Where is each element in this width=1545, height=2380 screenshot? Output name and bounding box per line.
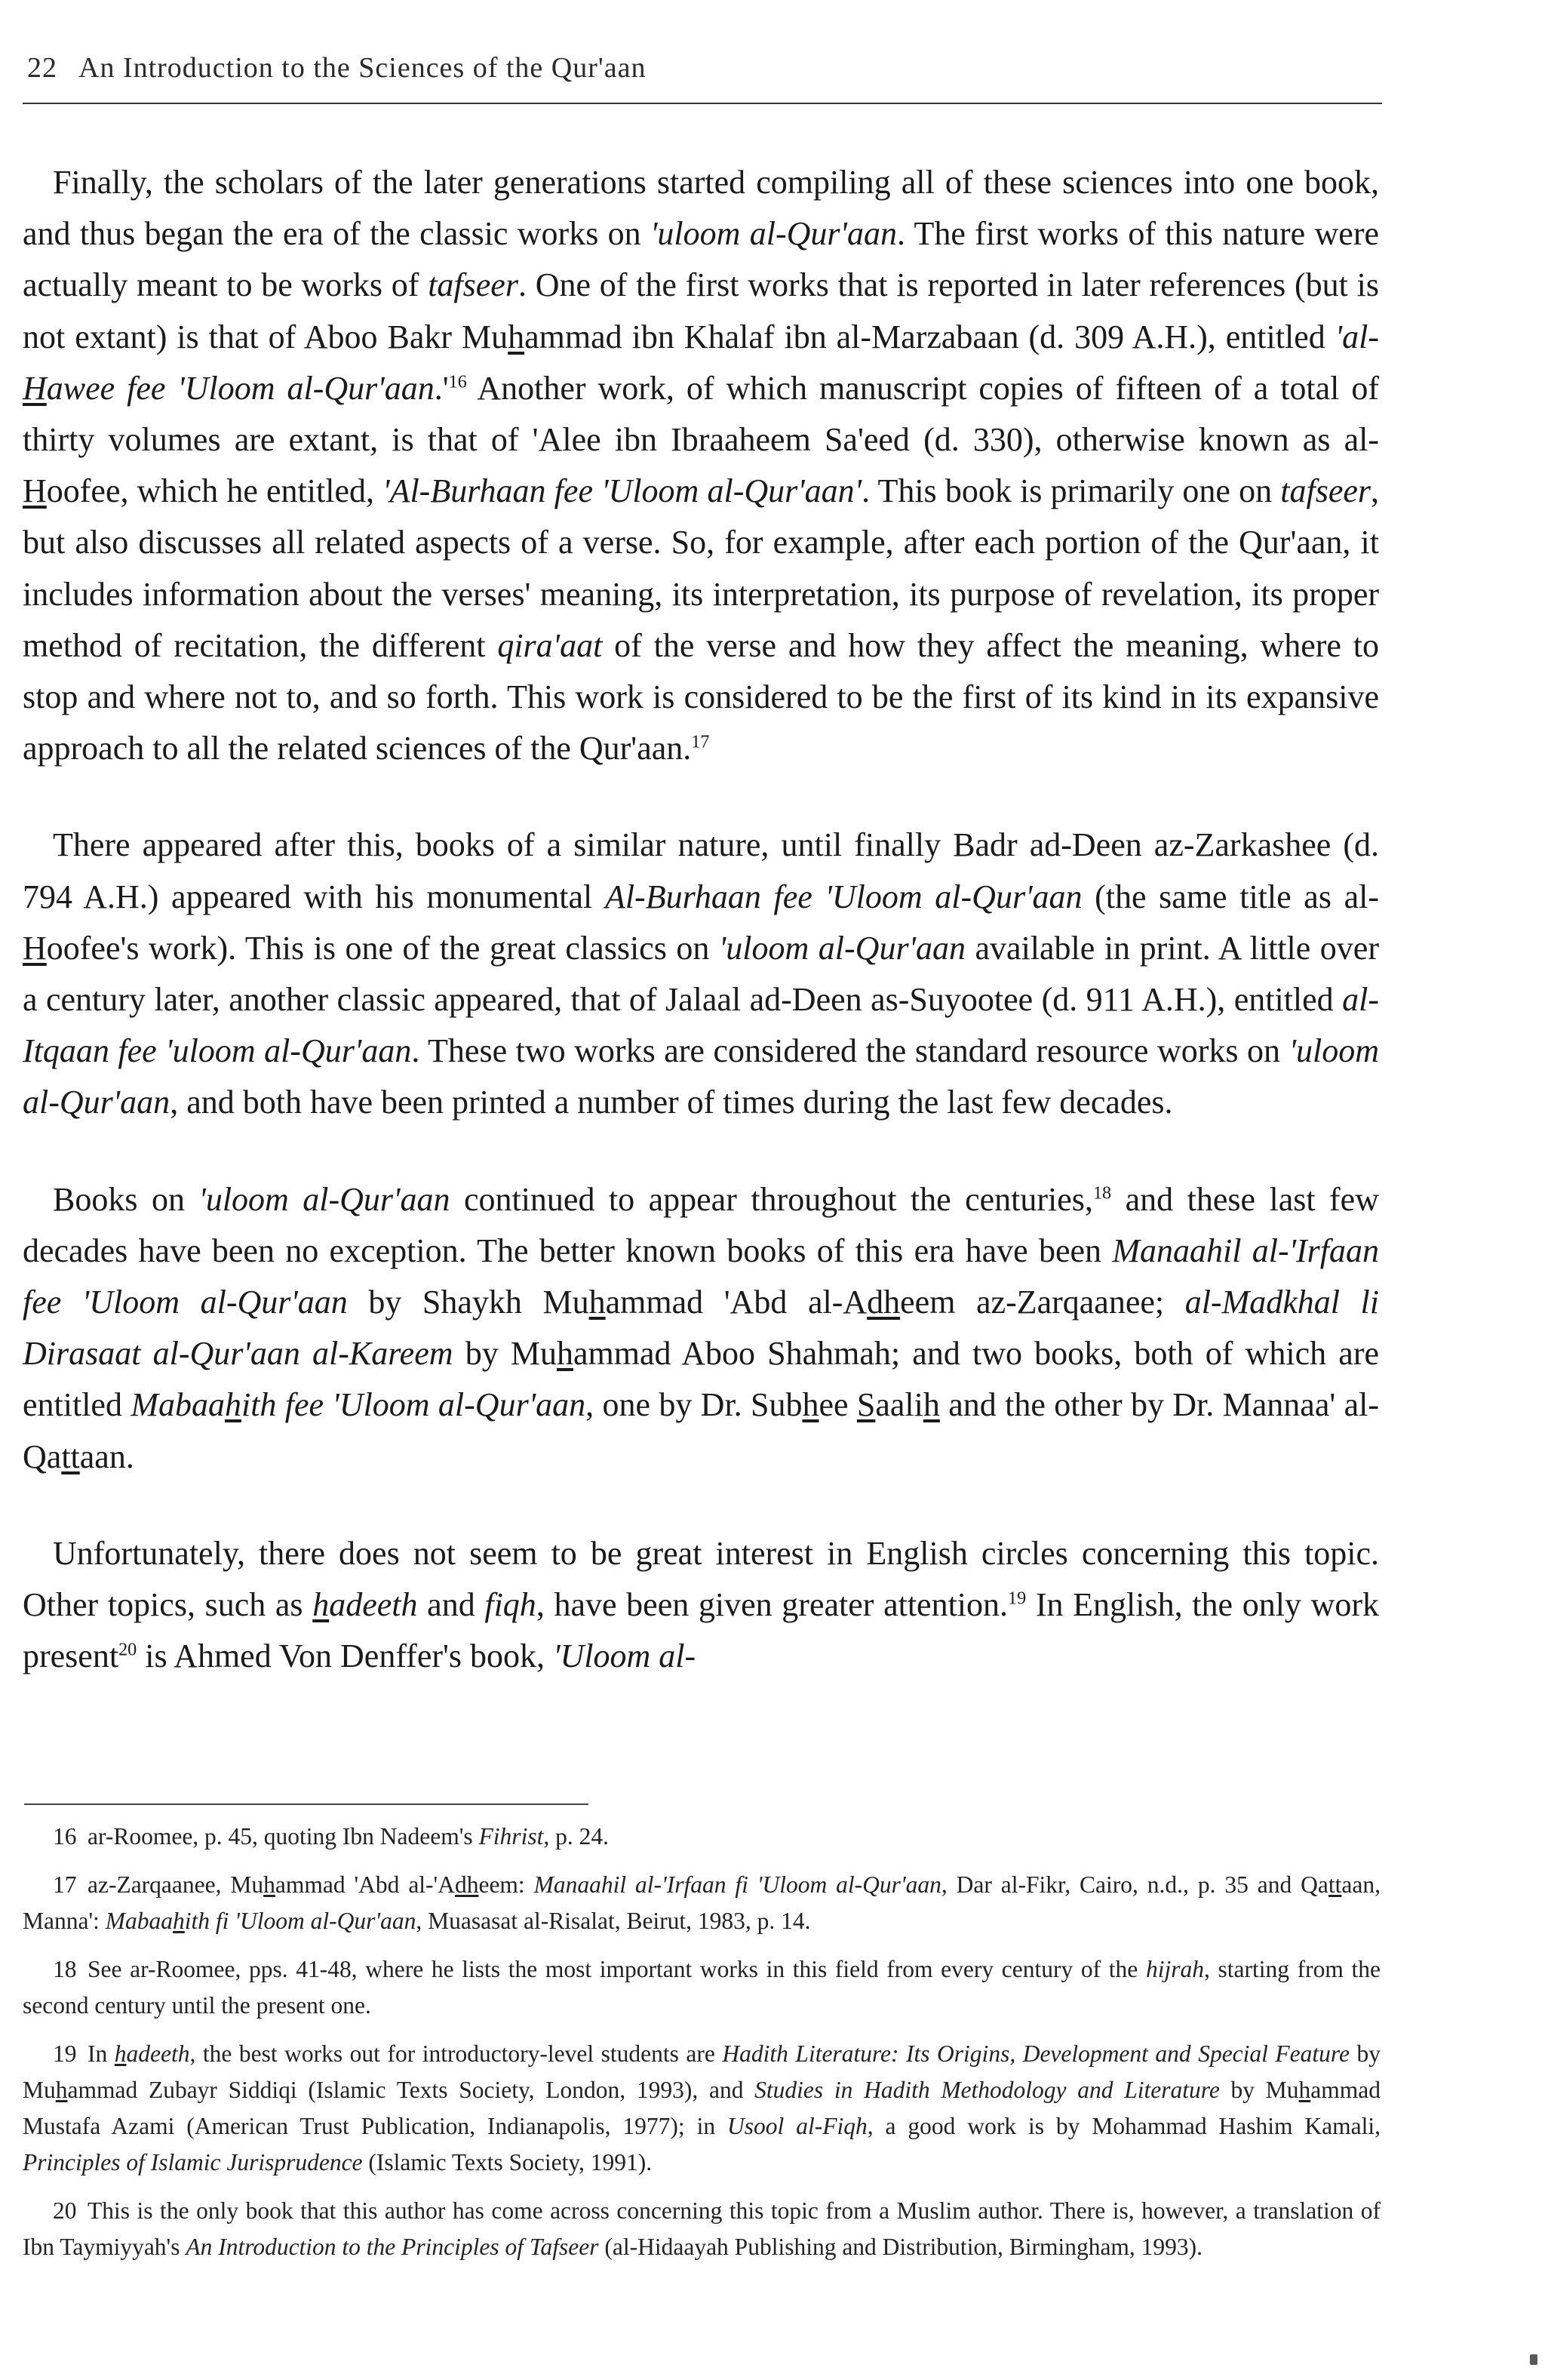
text-run: , but also discusses all related aspects of a verse. So, for example, after each portion of the Qur'aan, it includes information about the verses' meaning, its interpretation, its purpose of revelation, its proper method of recitation, the different: [23, 472, 1380, 664]
footnote-text: [23, 2197, 1381, 2260]
italic-text: 'uloom al-Qur'aan: [198, 1180, 450, 1218]
text-run: aan, Manna':: [23, 1871, 1381, 1934]
paragraph: [23, 157, 1379, 774]
text-run: oofee, which he entitled,: [46, 472, 383, 510]
italic-text: Manaahil al-'Irfaan fi 'Uloom al-Qur'aan: [533, 1871, 941, 1898]
scroll-handle[interactable]: [1530, 2354, 1537, 2365]
italic-text: tafseer: [428, 266, 518, 304]
underlined-letter: H: [23, 929, 47, 967]
text-run: aali: [875, 1386, 923, 1424]
italic-text: Studies in Hadith Methodology and Literature: [754, 2077, 1220, 2103]
italic-text: 'Uloom al-: [553, 1637, 696, 1675]
italic-text: 'al-: [1335, 318, 1379, 355]
underlined-letter: S: [856, 1386, 876, 1424]
text-run: by Mu: [23, 2040, 1381, 2103]
footnote-text: [23, 2040, 1381, 2176]
underlined-letter: tt: [1328, 1871, 1342, 1898]
text-run: ammad Zubayr Siddiqi (Islamic Texts Society, London, 1993), and: [67, 2077, 755, 2103]
text-run: , the best works out for introductory-level students are: [189, 2040, 723, 2067]
text-run: by Mu: [453, 1335, 557, 1373]
text-run: (al-Hidaayah Publishing and Distribution, Birmingham, 1993).: [598, 2234, 1203, 2260]
footnote-text: [23, 1956, 1381, 2019]
underlined-letter: dh: [454, 1871, 479, 1898]
footnote-number: 19: [53, 2040, 77, 2067]
text-run: is Ahmed Von Denffer's book,: [137, 1637, 554, 1675]
text-run: ar-Roomee, p. 45, quoting Ibn Nadeem's: [88, 1823, 479, 1850]
text-run: and the other by Dr. Mannaa' al-Qa: [23, 1386, 1380, 1475]
italic-text: Mabaa: [105, 1908, 174, 1934]
text-run: by Mu: [1219, 2077, 1299, 2103]
paragraph: [23, 1528, 1379, 1683]
text-run: Unfortunately, there does not seem to be great interest in English circles concerning this topic. Other topics, such as: [23, 1534, 1379, 1624]
italic-text: fiqh: [484, 1586, 536, 1624]
underlined-letter: h: [556, 1335, 573, 1373]
text-run: , one by Dr. Sub: [585, 1386, 803, 1424]
footnotes: [23, 1819, 1381, 2277]
italic-text: al-Itqaan fee 'uloom al-Qur'aan: [23, 981, 1379, 1070]
text-run: , a good work is by Mohammad Hashim Kamali,: [867, 2113, 1381, 2139]
footnote-number: 16: [53, 1823, 77, 1850]
text-run: eem az-Zarqaanee;: [900, 1284, 1185, 1321]
italic-text: Fihrist: [478, 1823, 544, 1850]
italic-text: Principles of Islamic Jurisprudence: [23, 2149, 363, 2176]
italic-text: hijrah: [1145, 1956, 1204, 1982]
footnote-rule: [24, 1803, 588, 1805]
footnote-ref: 18: [1092, 1182, 1112, 1203]
text-run: . One of the first works that is reported in later references (but is not extant) is that of Aboo Bakr Mu: [23, 266, 1379, 355]
underlined-letter: h: [173, 1908, 185, 1934]
underlined-letter: h: [263, 1871, 275, 1898]
italic-text: 'uloom al-Qur'aan: [718, 929, 966, 967]
footnote-number: 18: [53, 1956, 77, 1982]
running-head: [27, 51, 1385, 85]
underlined-letter: h: [312, 1586, 330, 1624]
page-number: 22: [27, 52, 57, 84]
italic-text: adeeth: [329, 1586, 418, 1624]
text-run: ammad 'Abd al-A: [605, 1284, 868, 1321]
text-run: ammad Aboo Shahmah; and two books, both of which are entitled: [23, 1335, 1380, 1424]
footnote: [23, 1819, 1381, 1855]
italic-text: ith fee 'Uloom al-Qur'aan: [241, 1386, 586, 1424]
text-run: Another work, of which manuscript copies of fifteen of a total of thirty volumes are extant, is that of 'Alee ibn Ibraaheem Sa'eed (d. 330), otherwise known as al-: [23, 369, 1380, 459]
text-run: , Muasasat al-Risalat, Beirut, 1983, p. 14.: [416, 1908, 811, 1934]
text-run: , and both have been printed a number of times during the last few decades.: [170, 1084, 1173, 1121]
text-run: , have been given greater attention.: [536, 1586, 1009, 1624]
footnote-ref: 19: [1008, 1588, 1027, 1609]
text-run: See ar-Roomee, pps. 41-48, where he lists the most important works in this field from every century of the: [88, 1956, 1146, 1982]
italic-text: qira'aat: [497, 626, 603, 664]
text-run: , p. 24.: [543, 1823, 609, 1850]
text-run: Finally, the scholars of the later generations started compiling all of these sciences into one book, and thus began the era of the classic works on: [23, 164, 1379, 253]
text-run: Books on: [53, 1180, 199, 1218]
text-run: aan.: [79, 1438, 134, 1475]
underlined-letter: H: [23, 369, 47, 407]
footnote-text: [23, 1871, 1381, 1934]
paragraph: [23, 1174, 1379, 1483]
text-run: (the same title as al-: [1082, 878, 1379, 915]
underlined-letter: dh: [867, 1284, 901, 1321]
italic-text: 'Al-Burhaan fee 'Uloom al-Qur'aan': [382, 472, 862, 510]
footnote-ref: 20: [118, 1639, 137, 1660]
underlined-letter: tt: [61, 1438, 80, 1475]
text-run: oofee's work). This is one of the great classics on: [46, 929, 719, 967]
text-run: . This book is primarily one on: [862, 472, 1281, 510]
text-run: ammad ibn Khalaf ibn al-Marzabaan (d. 309 A.H.), entitled: [524, 318, 1335, 355]
text-run: , starting from the second century until the present one.: [23, 1956, 1381, 2019]
footnote: [23, 1867, 1381, 1939]
text-run: by Shaykh Mu: [347, 1284, 589, 1321]
underlined-letter: h: [1298, 2077, 1311, 2103]
text-run: and: [417, 1586, 485, 1624]
footnote: [23, 2193, 1381, 2265]
underlined-letter: h: [114, 2040, 127, 2067]
italic-text: An Introduction to the Principles of Tafseer: [186, 2234, 599, 2260]
body-text: [23, 157, 1379, 1682]
footnote-ref: 17: [691, 731, 710, 752]
footnote: [23, 2036, 1381, 2181]
underlined-letter: H: [23, 472, 47, 510]
text-run: .': [434, 369, 449, 407]
text-run: (Islamic Texts Society, 1991).: [362, 2149, 653, 2176]
header-rule: [23, 103, 1382, 104]
underlined-letter: h: [588, 1284, 606, 1321]
footnote: [23, 1951, 1381, 2024]
text-run: available in print. A little over a century later, another classic appeared, that of Jalaal ad-Deen as-Suyootee (d. 911 A.H.), entitled: [23, 929, 1379, 1019]
running-head-title: An Introduction to the Sciences of the Qur'aan: [78, 52, 647, 84]
underlined-letter: h: [55, 2077, 68, 2103]
text-run: In: [88, 2040, 115, 2067]
italic-text: Al-Burhaan fee 'Uloom al-Qur'aan: [604, 878, 1083, 915]
underlined-letter: h: [508, 318, 525, 355]
text-run: There appeared after this, books of a similar nature, until finally Badr ad-Deen az-Zarkashee (d. 794 A.H.) appeared with his monumental: [23, 826, 1379, 915]
text-run: az-Zarqaanee, Mu: [88, 1871, 264, 1898]
footnote-number: 17: [53, 1871, 77, 1898]
text-run: . The first works of this nature were actually meant to be works of: [23, 215, 1379, 304]
text-run: ammad 'Abd al-'A: [275, 1871, 455, 1898]
text-run: ee: [819, 1386, 857, 1424]
text-run: In English, the only work present: [23, 1586, 1379, 1675]
text-run: . These two works are considered the standard resource works on: [411, 1032, 1289, 1070]
footnote-number: 20: [53, 2197, 77, 2224]
italic-text: Usool al-Fiqh: [727, 2113, 868, 2139]
italic-text: tafseer: [1280, 472, 1371, 510]
italic-text: Mabaa: [131, 1386, 225, 1424]
underlined-letter: h: [923, 1386, 940, 1424]
italic-text: Hadith Literature: Its Origins, Development and Special Feature: [722, 2040, 1350, 2067]
italic-text: 'uloom al-Qur'aan: [650, 215, 897, 253]
italic-text: awee fee 'Uloom al-Qur'aan: [46, 369, 435, 407]
text-run: , Dar al-Fikr, Cairo, n.d., p. 35 and Qa: [941, 1871, 1328, 1898]
text-run: ammad Mustafa Azami (American Trust Publication, Indianapolis, 1977); in: [23, 2077, 1381, 2139]
footnote-text: [88, 1823, 609, 1850]
text-run: eem:: [478, 1871, 534, 1898]
text-run: and these last few decades have been no exception. The better known books of this era have been: [23, 1180, 1379, 1269]
paragraph: [23, 819, 1379, 1128]
underlined-letter: h: [802, 1386, 819, 1424]
underlined-letter: h: [224, 1386, 241, 1424]
italic-text: al-Madkhal li Dirasaat al-Qur'aan al-Kareem: [23, 1284, 1379, 1373]
italic-text: Manaahil al-'Irfaan fee 'Uloom al-Qur'aan: [23, 1232, 1380, 1321]
italic-text: 'uloom al-Qur'aan: [23, 1032, 1379, 1121]
italic-text: adeeth: [126, 2040, 190, 2067]
text-run: This is the only book that this author has come across concerning this topic from a Muslim author. There is, however, a translation of Ibn Taymiyyah's: [23, 2197, 1381, 2260]
italic-text: ith fi 'Uloom al-Qur'aan: [184, 1908, 416, 1934]
footnote-ref: 16: [448, 371, 467, 392]
text-run: continued to appear throughout the centuries,: [450, 1180, 1093, 1218]
text-run: of the verse and how they affect the meaning, where to stop and where not to, and so forth. This work is considered to be the first of its kind in its expansive approach to all the related sciences of the Qur'aan.: [23, 626, 1379, 767]
